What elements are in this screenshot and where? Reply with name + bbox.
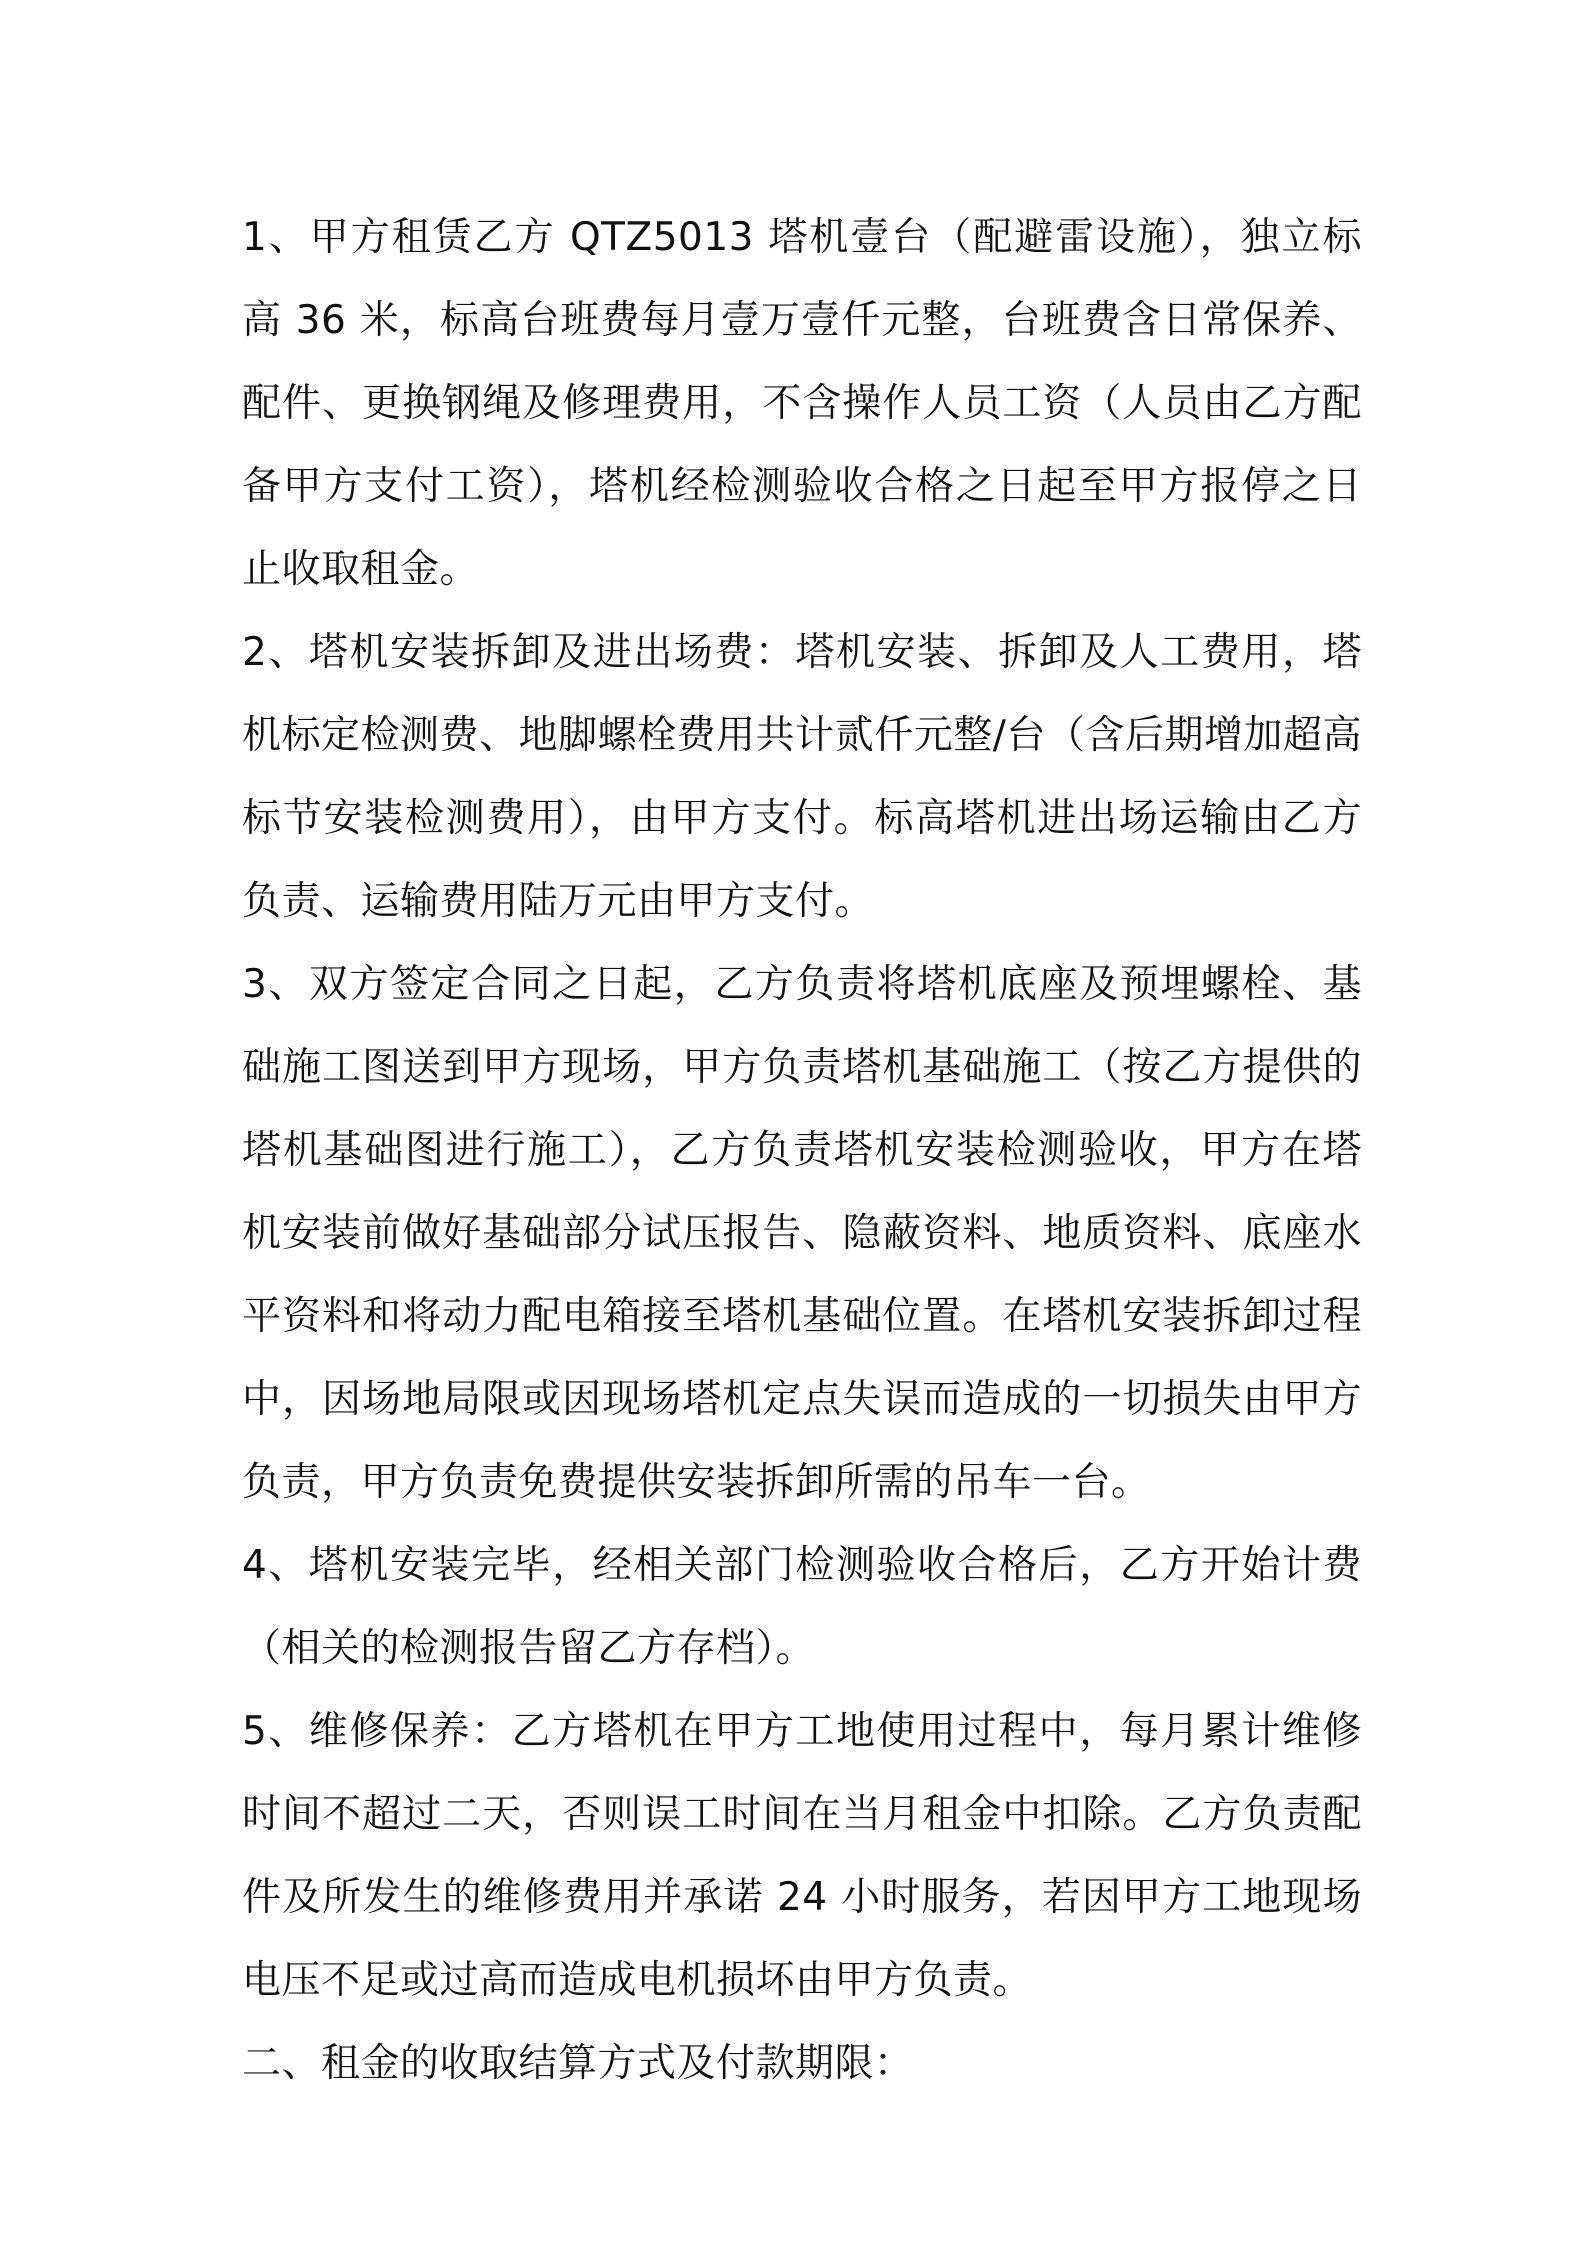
clause-3-paragraph: 3、双方签定合同之日起，乙方负责将塔机底座及预埋螺栓、基础施工图送到甲方现场，甲方负责塔机基础施工（按乙方提供的塔机基础图进行施工），乙方负责塔机安装检测验收，甲方在塔机安装前做好基础部分试压报告、隐蔽资料、地质资料、底座水平资料和将动力配电箱接至塔机基础位置。在塔机安装拆卸过程中，因场地局限或因现场塔机定点失误而造成的一切损失由甲方负责，甲方负责免费提供安装拆卸所需的吊车一台。: [242, 962, 1362, 1505]
section-2-heading: 二、租金的收取结算方式及付款期限：: [242, 2041, 914, 2086]
clause-2-paragraph: 2、塔机安装拆卸及进出场费：塔机安装、拆卸及人工费用，塔机标定检测费、地脚螺栓费用共计贰仟元整/台（含后期增加超高标节安装检测费用），由甲方支付。标高塔机进出场运输由乙方负责、运输费用陆万元由甲方支付。: [242, 630, 1362, 924]
clause-5-paragraph: 5、维修保养：乙方塔机在甲方工地使用过程中，每月累计维修时间不超过二天，否则误工时间在当月租金中扣除。乙方负责配件及所发生的维修费用并承诺 24 小时服务，若因甲方工地现场电压不足或过高而造成电机损坏由甲方负责。: [242, 1709, 1362, 2003]
clause-4-paragraph: 4、塔机安装完毕，经相关部门检测验收合格后，乙方开始计费（相关的检测报告留乙方存档）。: [242, 1543, 1362, 1671]
clause-1-paragraph: 1、甲方租赁乙方 QTZ5013 塔机壹台（配避雷设施），独立标高 36 米，标高台班费每月壹万壹仟元整，台班费含日常保养、配件、更换钢绳及修理费用，不含操作人员工资（人员由乙方配备甲方支付工资），塔机经检测验收合格之日起至甲方报停之日止收取租金。: [242, 215, 1362, 592]
document-body: [242, 196, 1362, 2105]
